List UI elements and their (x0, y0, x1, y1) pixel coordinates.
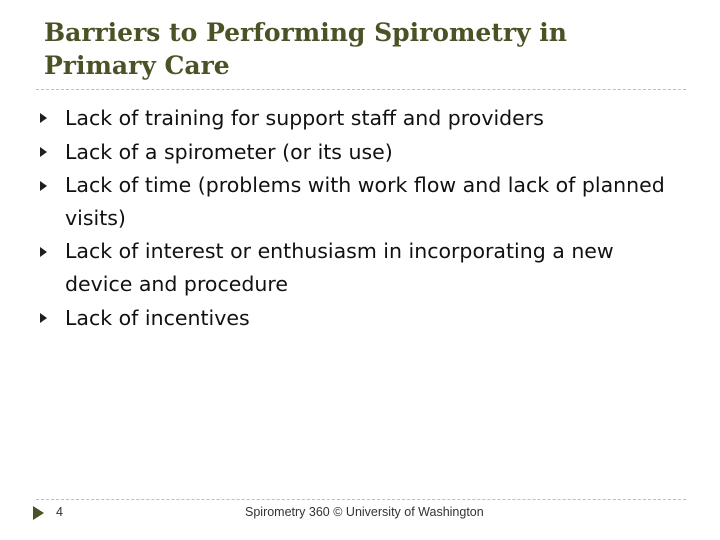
bullet-text: Lack of incentives (65, 306, 250, 330)
bullet-text: Lack of time (problems with work flow and lack of planned visits) (65, 173, 665, 230)
slide-title: Barriers to Performing Spirometry in Primary Care (44, 18, 567, 80)
bullet-text: Lack of training for support staff and providers (65, 106, 544, 130)
bullet-arrow-icon (40, 181, 47, 191)
bullet-item (40, 101, 680, 135)
bullet-arrow-icon (40, 247, 47, 257)
bullet-text: Lack of interest or enthusiasm in incorporating a new device and procedure (65, 239, 614, 296)
bullet-list (40, 101, 680, 335)
title-divider (36, 89, 686, 90)
bullet-text: Lack of a spirometer (or its use) (65, 140, 393, 164)
bullet-arrow-icon (40, 113, 47, 123)
bullet-arrow-icon (40, 147, 47, 157)
footer-copyright: Spirometry 360 © University of Washington (245, 505, 484, 519)
page-number: 4 (56, 505, 63, 519)
footer-arrow-icon (33, 506, 44, 520)
bullet-item (40, 135, 680, 169)
footer-divider (36, 499, 686, 500)
bullet-item (40, 235, 680, 301)
bullet-item (40, 301, 680, 335)
bullet-item (40, 169, 680, 235)
bullet-arrow-icon (40, 313, 47, 323)
